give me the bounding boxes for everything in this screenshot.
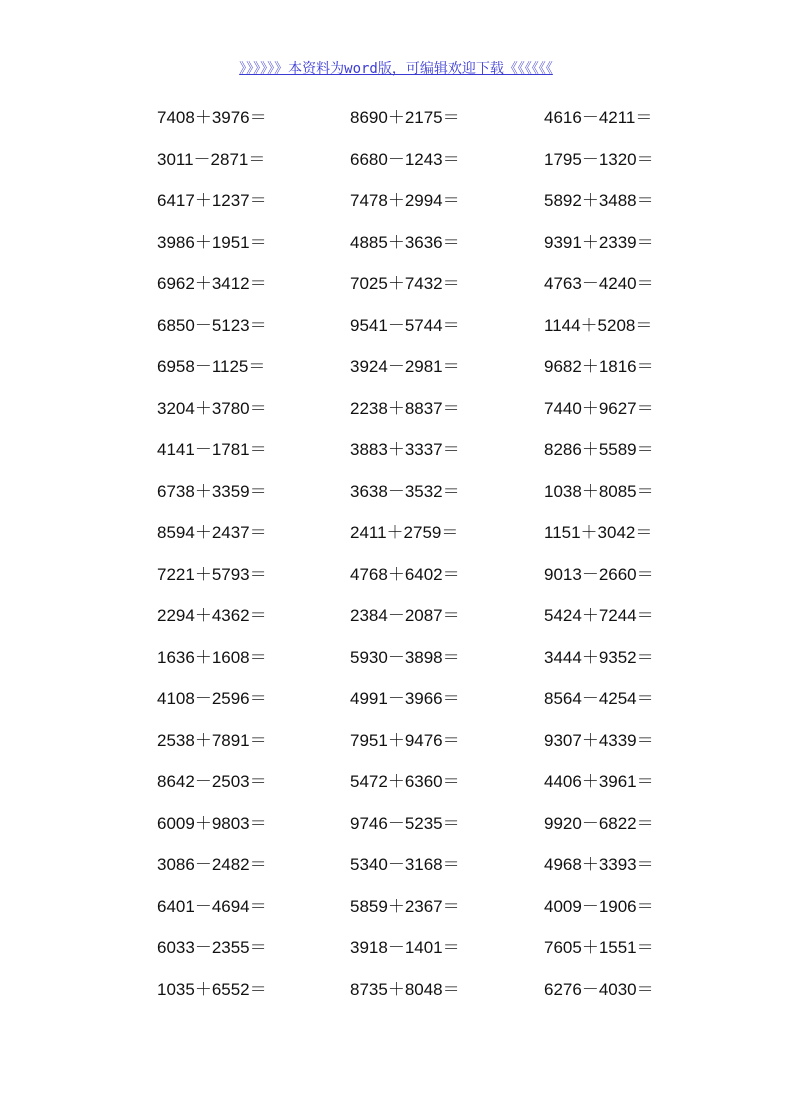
arithmetic-problem: 2538＋7891＝ — [157, 730, 267, 750]
problem-row — [0, 762, 792, 804]
problem-row — [0, 555, 792, 597]
arithmetic-problem: 4406＋3961＝ — [544, 772, 654, 791]
arithmetic-problem: 6401－4694＝ — [157, 896, 267, 916]
arithmetic-problem: 6850－5123＝ — [157, 315, 267, 335]
arithmetic-problem: 2294＋4362＝ — [157, 606, 267, 625]
arithmetic-problem: 4141－1781＝ — [157, 440, 267, 459]
arithmetic-problem: 4768＋6402＝ — [350, 564, 460, 584]
arithmetic-problem: 1038＋8085＝ — [544, 481, 654, 501]
arithmetic-problem: 3638－3532＝ — [350, 481, 460, 501]
arithmetic-problem: 3918－1401＝ — [350, 938, 460, 957]
problem-row — [0, 306, 792, 348]
arithmetic-problem: 7408＋3976＝ — [157, 108, 267, 127]
problem-row — [0, 970, 792, 1012]
arithmetic-problem: 6417＋1237＝ — [157, 191, 267, 210]
problem-row — [0, 223, 792, 265]
arithmetic-problem: 5930－3898＝ — [350, 647, 460, 667]
document-header-banner: 》》》》》》本资料为word版，可编辑欢迎下载《《《《《《 — [239, 61, 553, 77]
problem-row — [0, 721, 792, 763]
problem-row — [0, 181, 792, 223]
arithmetic-problem: 6958－1125＝ — [157, 357, 266, 376]
arithmetic-problem: 6680－1243＝ — [350, 149, 460, 169]
problem-row — [0, 845, 792, 887]
arithmetic-problem: 7440＋9627＝ — [544, 398, 654, 418]
arithmetic-problem: 3086－2482＝ — [157, 855, 267, 874]
arithmetic-problem: 3883＋3337＝ — [350, 440, 460, 459]
arithmetic-problem: 8642－2503＝ — [157, 772, 267, 791]
arithmetic-problem: 5424＋7244＝ — [544, 606, 654, 625]
arithmetic-problem: 3011－2871＝ — [157, 149, 266, 169]
arithmetic-problem: 1795－1320＝ — [544, 149, 654, 169]
arithmetic-problem: 4616－4211＝ — [544, 108, 653, 127]
arithmetic-problem: 3986＋1951＝ — [157, 232, 267, 252]
arithmetic-problem: 1144＋5208＝ — [544, 315, 653, 335]
problem-row — [0, 430, 792, 472]
arithmetic-problem: 5859＋2367＝ — [350, 896, 460, 916]
problem-row — [0, 140, 792, 182]
problem-row — [0, 638, 792, 680]
problem-row — [0, 98, 792, 140]
arithmetic-problem: 8594＋2437＝ — [157, 523, 267, 542]
problem-row — [0, 804, 792, 846]
problem-row — [0, 887, 792, 929]
arithmetic-problem: 3204＋3780＝ — [157, 398, 267, 418]
arithmetic-problem: 4885＋3636＝ — [350, 232, 460, 252]
arithmetic-problem: 5340－3168＝ — [350, 855, 460, 874]
arithmetic-problem: 9920－6822＝ — [544, 813, 654, 833]
arithmetic-problem: 9746－5235＝ — [350, 813, 460, 833]
arithmetic-problem-grid — [0, 98, 792, 1011]
problem-row — [0, 679, 792, 721]
arithmetic-problem: 9307＋4339＝ — [544, 730, 654, 750]
problem-row — [0, 513, 792, 555]
arithmetic-problem: 4009－1906＝ — [544, 896, 654, 916]
arithmetic-problem: 7025＋7432＝ — [350, 274, 460, 293]
arithmetic-problem: 9541－5744＝ — [350, 315, 460, 335]
arithmetic-problem: 1636＋1608＝ — [157, 647, 267, 667]
arithmetic-problem: 7951＋9476＝ — [350, 730, 460, 750]
arithmetic-problem: 4968＋3393＝ — [544, 855, 654, 874]
arithmetic-problem: 6276－4030＝ — [544, 979, 654, 999]
arithmetic-problem: 9013－2660＝ — [544, 564, 654, 584]
arithmetic-problem: 2238＋8837＝ — [350, 398, 460, 418]
arithmetic-problem: 4991－3966＝ — [350, 689, 460, 708]
arithmetic-problem: 4108－2596＝ — [157, 689, 267, 708]
arithmetic-problem: 3924－2981＝ — [350, 357, 460, 376]
arithmetic-problem: 2384－2087＝ — [350, 606, 460, 625]
arithmetic-problem: 8735＋8048＝ — [350, 979, 460, 999]
arithmetic-problem: 6033－2355＝ — [157, 938, 267, 957]
problem-row — [0, 928, 792, 970]
problem-row — [0, 347, 792, 389]
arithmetic-problem: 7478＋2994＝ — [350, 191, 460, 210]
arithmetic-problem: 4763－4240＝ — [544, 274, 654, 293]
problem-row — [0, 389, 792, 431]
arithmetic-problem: 8690＋2175＝ — [350, 108, 460, 127]
arithmetic-problem: 9391＋2339＝ — [544, 232, 654, 252]
arithmetic-problem: 6009＋9803＝ — [157, 813, 267, 833]
arithmetic-problem: 2411＋2759＝ — [350, 523, 459, 542]
problem-row — [0, 472, 792, 514]
arithmetic-problem: 7221＋5793＝ — [157, 564, 267, 584]
arithmetic-problem: 1035＋6552＝ — [157, 979, 267, 999]
arithmetic-problem: 9682＋1816＝ — [544, 357, 654, 376]
arithmetic-problem: 6962＋3412＝ — [157, 274, 267, 293]
arithmetic-problem: 6738＋3359＝ — [157, 481, 267, 501]
arithmetic-problem: 8286＋5589＝ — [544, 440, 654, 459]
problem-row — [0, 596, 792, 638]
arithmetic-problem: 5892＋3488＝ — [544, 191, 654, 210]
arithmetic-problem: 5472＋6360＝ — [350, 772, 460, 791]
arithmetic-problem: 3444＋9352＝ — [544, 647, 654, 667]
problem-row — [0, 264, 792, 306]
arithmetic-problem: 8564－4254＝ — [544, 689, 654, 708]
arithmetic-problem: 1151＋3042＝ — [544, 523, 653, 542]
arithmetic-problem: 7605＋1551＝ — [544, 938, 654, 957]
